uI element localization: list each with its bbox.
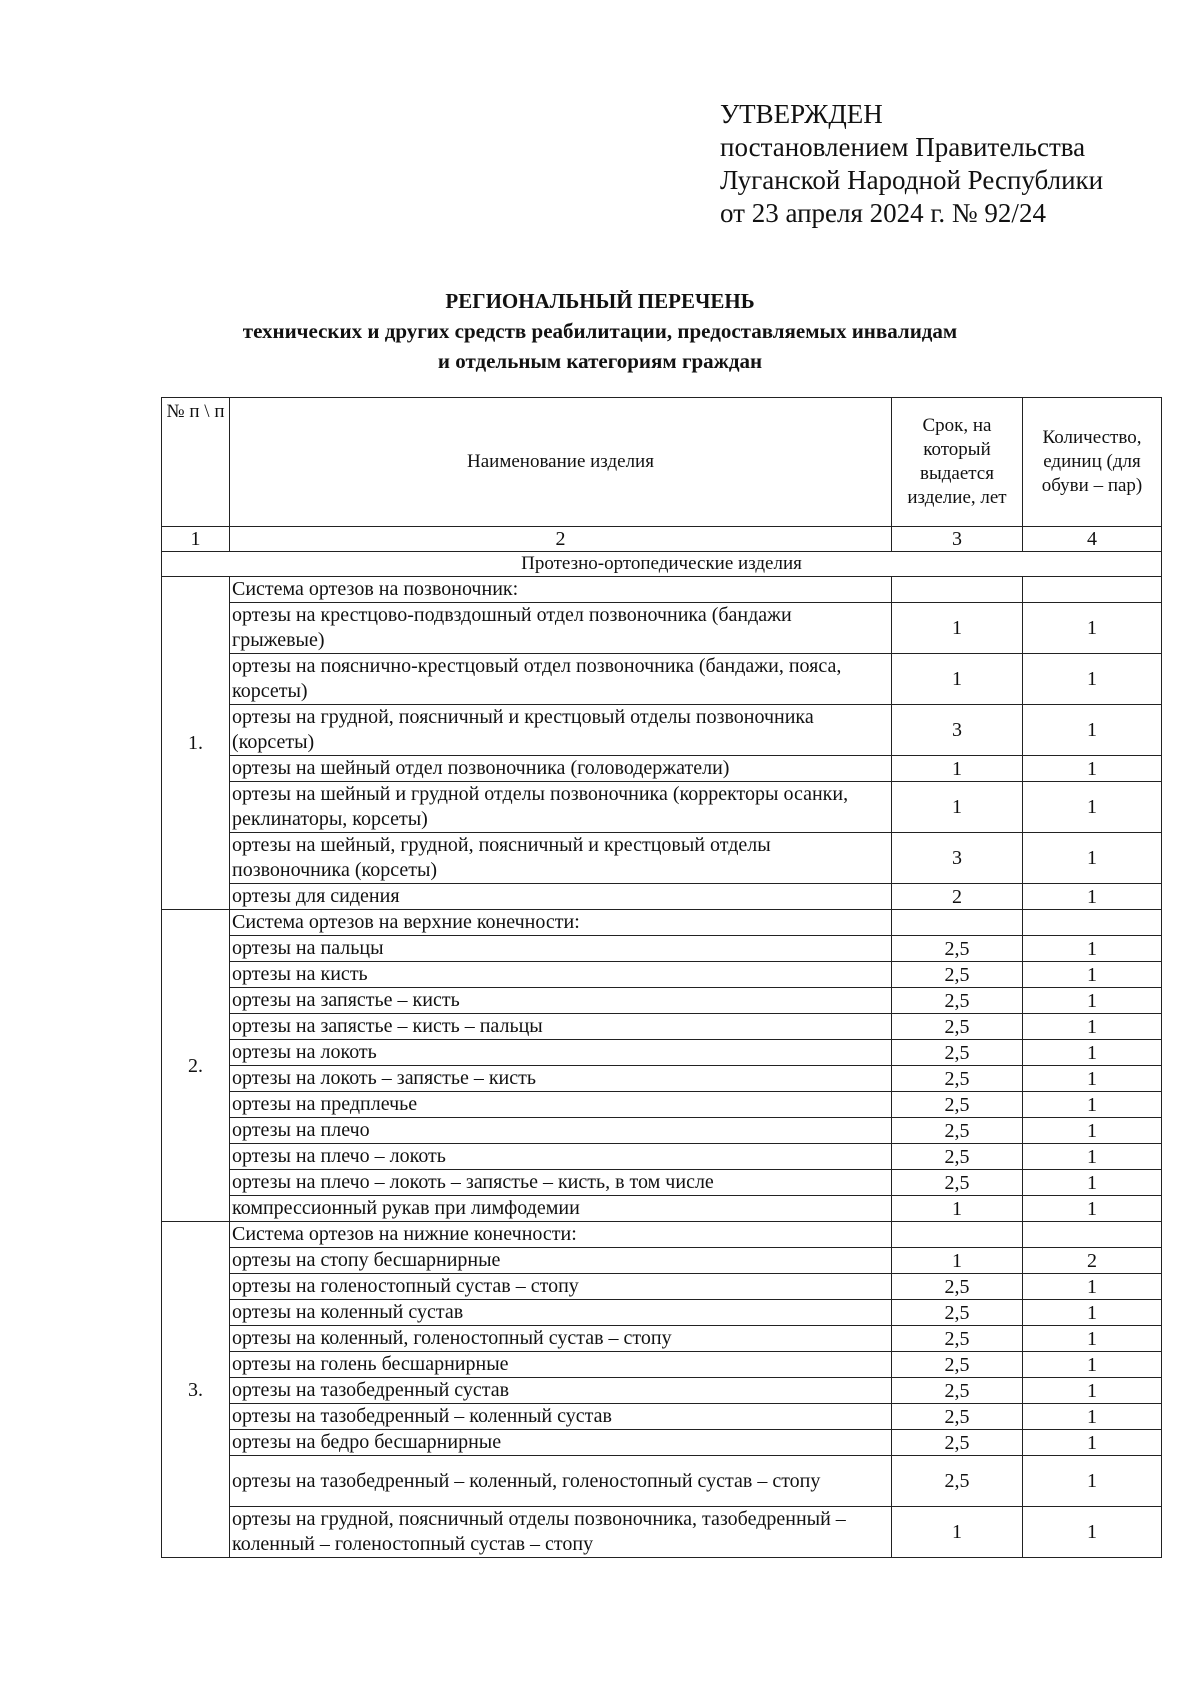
item-term: 1: [892, 756, 1023, 782]
item-term: 2,5: [892, 1144, 1023, 1170]
item-name: ортезы на запястье – кисть: [230, 988, 892, 1014]
table-row: [162, 1352, 1162, 1378]
table-row: [162, 988, 1162, 1014]
item-qty: 1: [1023, 705, 1162, 756]
item-name: ортезы на плечо – локоть: [230, 1144, 892, 1170]
empty-cell: [1023, 910, 1162, 936]
table-row: [162, 1430, 1162, 1456]
title-line: РЕГИОНАЛЬНЫЙ ПЕРЕЧЕНЬ: [445, 289, 755, 313]
item-name: ортезы на локоть – запястье – кисть: [230, 1066, 892, 1092]
item-name: ортезы на коленный, голеностопный сустав – стопу: [230, 1326, 892, 1352]
item-term: 2,5: [892, 1326, 1023, 1352]
item-name: ортезы на предплечье: [230, 1092, 892, 1118]
empty-cell: [892, 910, 1023, 936]
table-row: [162, 936, 1162, 962]
approval-date: от 23 апреля 2024 г. № 92/24: [720, 198, 1046, 228]
section-row: [162, 552, 1162, 577]
group-title: Система ортезов на позвоночник:: [230, 577, 892, 603]
table-row: [162, 782, 1162, 833]
item-qty: 1: [1023, 833, 1162, 884]
table-row: [162, 962, 1162, 988]
item-name: ортезы на плечо – локоть – запястье – кисть, в том числе: [230, 1170, 892, 1196]
item-qty: 1: [1023, 1352, 1162, 1378]
item-term: 1: [892, 1507, 1023, 1558]
approval-line: постановлением Правительства: [720, 132, 1086, 162]
table-header-row: [162, 398, 1162, 527]
table-row: [162, 884, 1162, 910]
item-name: ортезы на коленный сустав: [230, 1300, 892, 1326]
item-name: ортезы на шейный отдел позвоночника (головодержатели): [230, 756, 892, 782]
item-term: 2,5: [892, 988, 1023, 1014]
column-number: 4: [1023, 527, 1162, 552]
approval-heading: УТВЕРЖДЕН: [720, 99, 883, 129]
column-number: 2: [230, 527, 892, 552]
group-number: 1.: [162, 577, 230, 910]
group-number: 2.: [162, 910, 230, 1222]
table-row: [162, 1066, 1162, 1092]
table-row: [162, 1092, 1162, 1118]
table-row: [162, 1507, 1162, 1558]
table-row: [162, 1378, 1162, 1404]
table-row: [162, 603, 1162, 654]
item-qty: 1: [1023, 1118, 1162, 1144]
group-row: [162, 577, 1162, 603]
item-name: ортезы на пальцы: [230, 936, 892, 962]
item-name: ортезы на голеностопный сустав – стопу: [230, 1274, 892, 1300]
table-row: [162, 1118, 1162, 1144]
group-row: [162, 910, 1162, 936]
item-qty: 1: [1023, 1170, 1162, 1196]
header-qty: Количество, единиц (для обуви – пар): [1023, 398, 1162, 527]
item-term: 2,5: [892, 1066, 1023, 1092]
item-term: 3: [892, 833, 1023, 884]
group-row: [162, 1222, 1162, 1248]
item-term: 2,5: [892, 1300, 1023, 1326]
approval-block: [720, 98, 1103, 230]
approval-line: Луганской Народной Республики: [720, 165, 1104, 195]
item-term: 2,5: [892, 1456, 1023, 1507]
item-name: ортезы на крестцово-подвздошный отдел позвоночника (бандажи грыжевые): [230, 603, 892, 654]
item-qty: 1: [1023, 603, 1162, 654]
item-qty: 1: [1023, 782, 1162, 833]
item-term: 1: [892, 782, 1023, 833]
item-name: компрессионный рукав при лимфодемии: [230, 1196, 892, 1222]
section-title: Протезно-ортопедические изделия: [162, 552, 1162, 577]
item-qty: 1: [1023, 654, 1162, 705]
item-qty: 1: [1023, 1326, 1162, 1352]
item-term: 2,5: [892, 936, 1023, 962]
item-term: 2,5: [892, 1170, 1023, 1196]
item-qty: 1: [1023, 1430, 1162, 1456]
item-qty: 1: [1023, 756, 1162, 782]
table-row: [162, 756, 1162, 782]
item-qty: 1: [1023, 1404, 1162, 1430]
group-title: Система ортезов на верхние конечности:: [230, 910, 892, 936]
item-term: 2: [892, 884, 1023, 910]
empty-cell: [1023, 577, 1162, 603]
table-row: [162, 1326, 1162, 1352]
column-number: 3: [892, 527, 1023, 552]
item-term: 2,5: [892, 962, 1023, 988]
item-qty: 1: [1023, 1456, 1162, 1507]
empty-cell: [892, 577, 1023, 603]
item-term: 1: [892, 1196, 1023, 1222]
table-row: [162, 654, 1162, 705]
title-line: технических и других средств реабилитации, предоставляемых инвалидам: [242, 319, 958, 343]
item-qty: 1: [1023, 1300, 1162, 1326]
item-term: 1: [892, 654, 1023, 705]
header-name: Наименование изделия: [230, 398, 892, 527]
item-term: 2,5: [892, 1378, 1023, 1404]
header-num: № п \ п: [162, 398, 230, 527]
column-number: 1: [162, 527, 230, 552]
item-name: ортезы на плечо: [230, 1118, 892, 1144]
item-name: ортезы на тазобедренный сустав: [230, 1378, 892, 1404]
table-row: [162, 1404, 1162, 1430]
table-row: [162, 1170, 1162, 1196]
item-qty: 1: [1023, 1144, 1162, 1170]
item-name: ортезы на стопу бесшарнирные: [230, 1248, 892, 1274]
empty-cell: [1023, 1222, 1162, 1248]
item-name: ортезы на шейный, грудной, поясничный и крестцовый отделы позвоночника (корсеты): [230, 833, 892, 884]
title-line: и отдельным категориям граждан: [437, 349, 763, 373]
item-qty: 1: [1023, 988, 1162, 1014]
table-row: [162, 1300, 1162, 1326]
table-row: [162, 1144, 1162, 1170]
empty-cell: [892, 1222, 1023, 1248]
item-qty: 1: [1023, 1507, 1162, 1558]
table-row: [162, 1014, 1162, 1040]
item-name: ортезы на грудной, поясничный отделы позвоночника, тазобедренный – коленный – голеностопный сустав – стопу: [230, 1507, 892, 1558]
item-qty: 2: [1023, 1248, 1162, 1274]
item-name: ортезы на пояснично-крестцовый отдел позвоночника (бандажи, пояса, корсеты): [230, 654, 892, 705]
item-qty: 1: [1023, 962, 1162, 988]
table-row: [162, 1196, 1162, 1222]
item-qty: 1: [1023, 1378, 1162, 1404]
item-term: 2,5: [892, 1118, 1023, 1144]
item-name: ортезы на запястье – кисть – пальцы: [230, 1014, 892, 1040]
item-term: 2,5: [892, 1014, 1023, 1040]
item-name: ортезы на бедро бесшарнирные: [230, 1430, 892, 1456]
document-title: [0, 286, 1200, 376]
item-qty: 1: [1023, 1274, 1162, 1300]
table-row: [162, 1248, 1162, 1274]
item-term: 1: [892, 603, 1023, 654]
item-qty: 1: [1023, 1196, 1162, 1222]
table-row: [162, 705, 1162, 756]
item-name: ортезы на грудной, поясничный и крестцовый отделы позвоночника (корсеты): [230, 705, 892, 756]
item-term: 2,5: [892, 1092, 1023, 1118]
item-name: ортезы на тазобедренный – коленный сустав: [230, 1404, 892, 1430]
rehab-list-table: [161, 397, 1162, 1558]
item-qty: 1: [1023, 1066, 1162, 1092]
item-term: 1: [892, 1248, 1023, 1274]
item-term: 2,5: [892, 1352, 1023, 1378]
group-number: 3.: [162, 1222, 230, 1558]
item-qty: 1: [1023, 1040, 1162, 1066]
table-row: [162, 1040, 1162, 1066]
item-term: 3: [892, 705, 1023, 756]
header-term: Срок, на который выдается изделие, лет: [892, 398, 1023, 527]
item-name: ортезы на шейный и грудной отделы позвоночника (корректоры осанки, реклинаторы, корсеты): [230, 782, 892, 833]
item-term: 2,5: [892, 1040, 1023, 1066]
column-number-row: [162, 527, 1162, 552]
table-row: [162, 1456, 1162, 1507]
item-qty: 1: [1023, 936, 1162, 962]
item-term: 2,5: [892, 1274, 1023, 1300]
item-qty: 1: [1023, 1014, 1162, 1040]
item-qty: 1: [1023, 1092, 1162, 1118]
table-row: [162, 1274, 1162, 1300]
item-name: ортезы на тазобедренный – коленный, голеностопный сустав – стопу: [230, 1456, 892, 1507]
item-name: ортезы для сидения: [230, 884, 892, 910]
item-qty: 1: [1023, 884, 1162, 910]
item-name: ортезы на кисть: [230, 962, 892, 988]
group-title: Система ортезов на нижние конечности:: [230, 1222, 892, 1248]
item-term: 2,5: [892, 1430, 1023, 1456]
item-name: ортезы на голень бесшарнирные: [230, 1352, 892, 1378]
item-term: 2,5: [892, 1404, 1023, 1430]
item-name: ортезы на локоть: [230, 1040, 892, 1066]
table-row: [162, 833, 1162, 884]
